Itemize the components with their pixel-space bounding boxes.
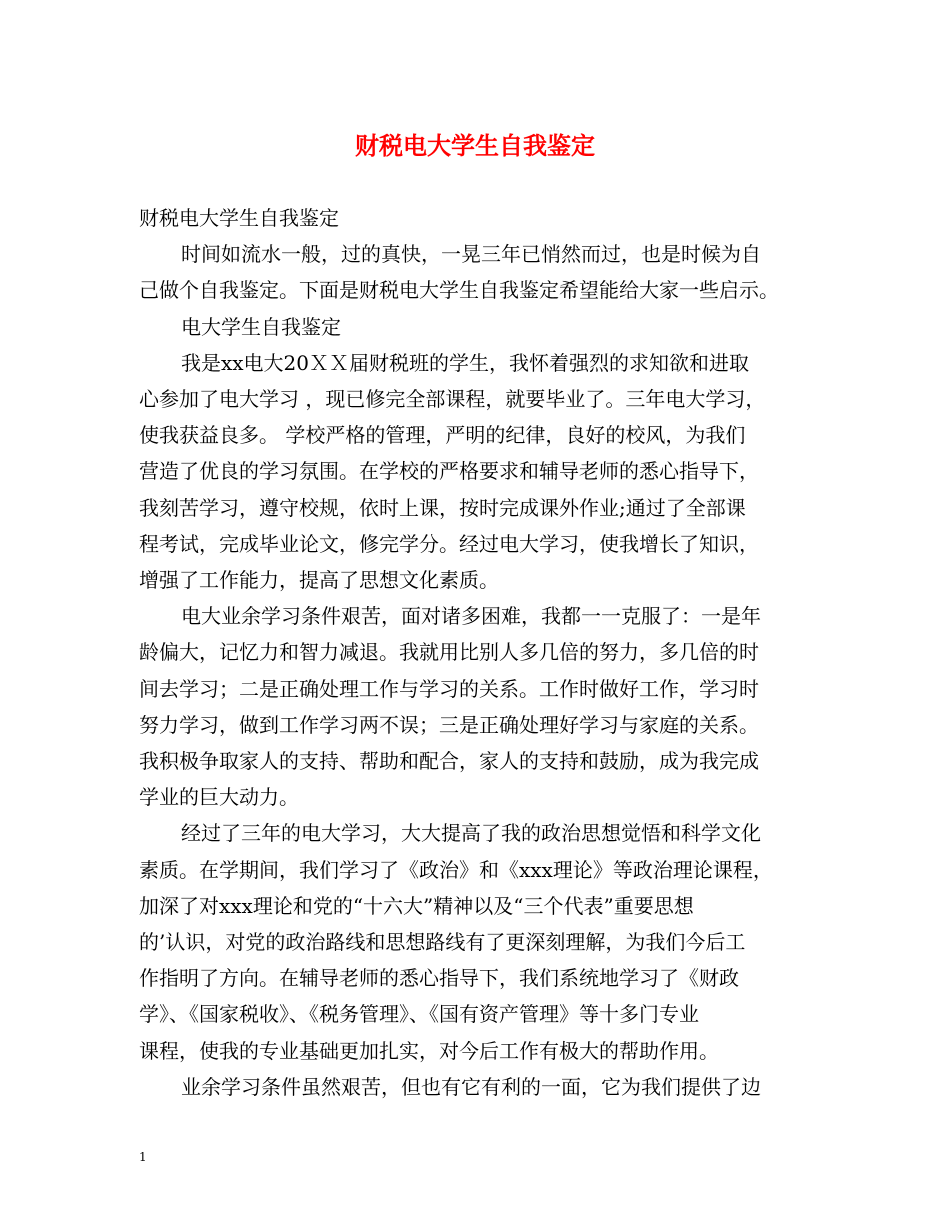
body-line: 心参加了电大学习 ，现已修完全部课程，就要毕业了。三年电大学习，: [139, 387, 766, 412]
body-line: 素质。在学期间，我们学习了《政治》和《xxx理论》等政治理论课程，: [139, 857, 773, 882]
section-heading: 电大学生自我鉴定: [181, 314, 341, 339]
body-line: 增强了工作能力，提高了思想文化素质。: [139, 568, 499, 593]
body-line: 龄偏大，记忆力和智力减退。我就用比别人多几倍的努力，多几倍的时: [139, 640, 759, 665]
document-body: [139, 200, 829, 1105]
body-line: 我积极争取家人的支持、帮助和配合，家人的支持和鼓励，成为我完成: [139, 749, 759, 774]
body-line: 时间如流水一般，过的真快，一晃三年已悄然而过，也是时候为自: [181, 242, 761, 267]
body-line: 的’认识，对党的政治路线和思想路线有了更深刻理解，为我们今后工: [139, 930, 746, 955]
body-line: 学》、《国家税收》、《税务管理》、《国有资产管理》等十多门专业: [139, 1002, 699, 1027]
body-line: 努力学习，做到工作学习两不误；三是正确处理好学习与家庭的关系。: [139, 712, 759, 737]
body-line: 程考试，完成毕业论文，修完学分。经过电大学习，使我增长了知识，: [139, 531, 759, 556]
body-line: 作指明了方向。在辅导老师的悉心指导下，我们系统地学习了《财政: [139, 966, 739, 991]
body-line: 我是xx电大20ＸＸ届财税班的学生，我怀着强烈的求知欲和进取: [181, 350, 750, 375]
body-line: 使我获益良多。 学校严格的管理，严明的纪律，良好的校风，为我们: [139, 423, 746, 448]
body-line: 学业的巨大动力。: [139, 785, 299, 810]
body-line: 经过了三年的电大学习，大大提高了我的政治思想觉悟和科学文化: [181, 821, 761, 846]
body-line: 财税电大学生自我鉴定: [139, 206, 339, 230]
document-title: 财税电大学生自我鉴定: [355, 131, 595, 160]
body-line: 课程，使我的专业基础更加扎实，对今后工作有极大的帮助作用。: [139, 1038, 719, 1063]
body-line: 间去学习；二是正确处理工作与学习的关系。工作时做好工作，学习时: [139, 676, 759, 701]
page-number: 1: [139, 1150, 147, 1164]
body-line: 加深了对xxx理论和党的“十六大”精神以及“三个代表”重要思想: [139, 893, 694, 918]
body-line: 己做个自我鉴定。下面是财税电大学生自我鉴定希望能给大家一些启示。: [139, 278, 779, 303]
body-line: 我刻苦学习，遵守校规，依时上课，按时完成课外作业;通过了全部课: [139, 495, 746, 520]
body-line: 营造了优良的学习氛围。在学校的严格要求和辅导老师的悉心指导下，: [139, 459, 759, 484]
body-line: 业余学习条件虽然艰苦，但也有它有利的一面，它为我们提供了边: [181, 1074, 761, 1099]
body-line: 电大业余学习条件艰苦，面对诸多困难，我都一一克服了：一是年: [181, 604, 761, 629]
